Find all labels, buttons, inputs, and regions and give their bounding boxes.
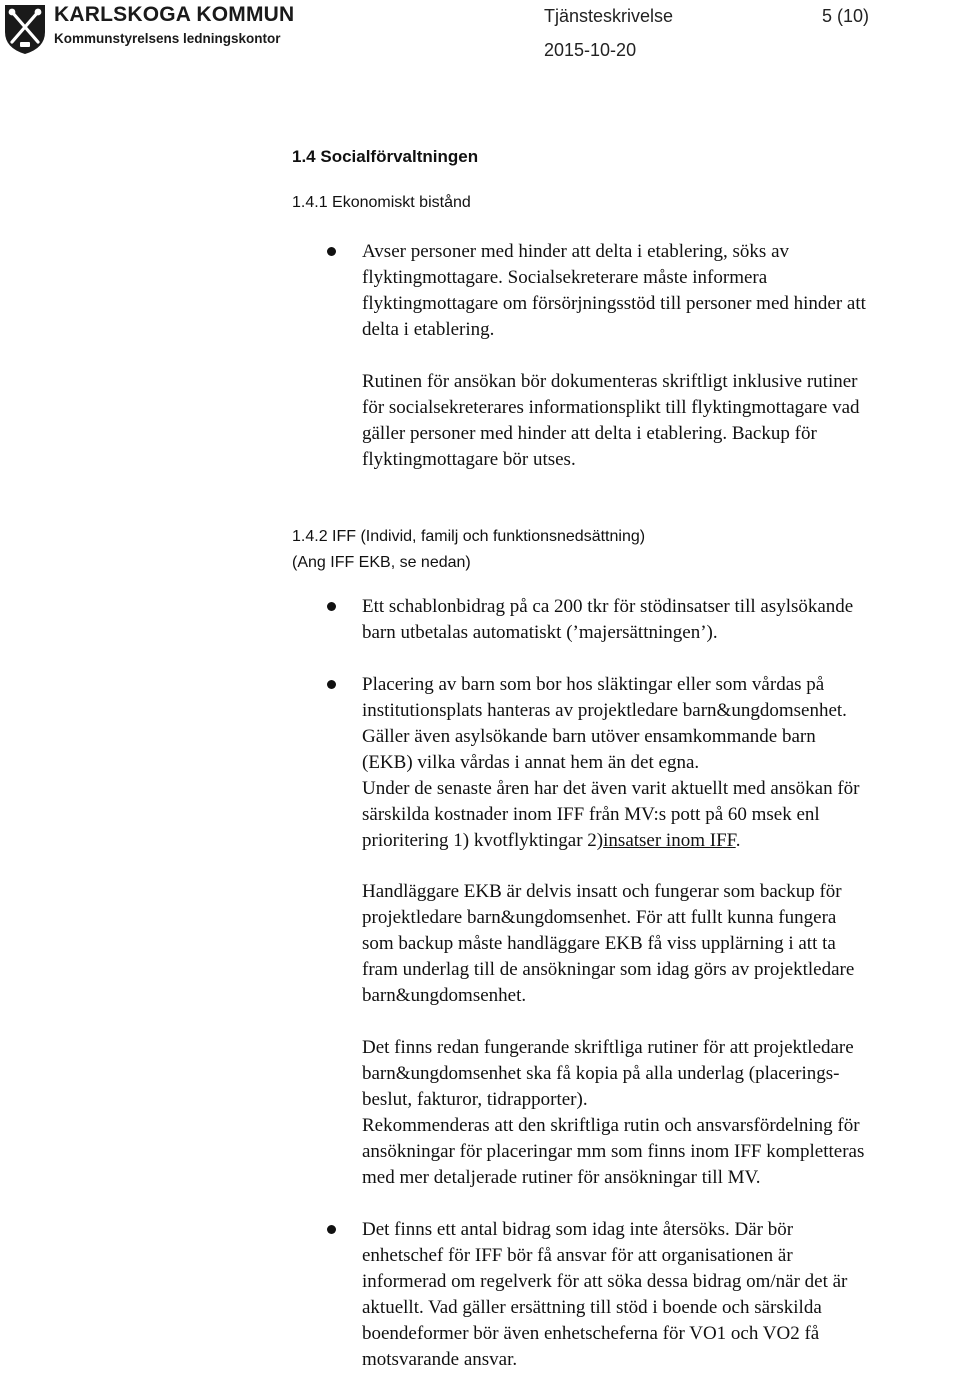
paragraph-handlaggare-ekb: Handläggare EKB är delvis insatt och fungerar som backup för projektledare barn&ungdomsenhet. För att fullt kunna fungera som backup måste handläggare EKB få viss upplärning i att ta fram underlag till de ansökningar som idag görs av projektledare barn&ungdomsenhet. xyxy=(362,881,855,1006)
section-heading: 1.4 Socialförvaltningen xyxy=(292,147,479,166)
org-department: Kommunstyrelsens ledningskontor xyxy=(54,31,281,46)
paragraph-rutinen: Rutinen för ansökan bör dokumenteras skriftligt inklusive rutiner för socialsekreterares informationsplikt till flyktingmottagare vad gäller personer med hinder att delta i etablering. Backup för flyktingmottagare bör utses. xyxy=(362,371,860,470)
underlined-text: insatser inom IFF xyxy=(603,830,736,851)
bullet-text-placering: Placering av barn som bor hos släktingar eller som vårdas på institutionsplats hanteras av projektledare barn&ungdomsenhet. Gäller även asylsökande barn utöver ensamkommande barn (EKB) vilka vårdas i annat hem än det egna. Under de senaste åren har det även varit aktuellt med ansökan för särskilda kostnader inom IFF från MV:s pott på 60 msek enl prioritering 1) kvotflyktingar 2)insatser inom IFF. xyxy=(362,674,860,851)
municipality-logo xyxy=(0,0,295,60)
org-name: KARLSKOGA KOMMUN xyxy=(54,3,295,26)
bullet-dot xyxy=(327,602,336,611)
bullet-text-ekonomiskt-bistand: Avser personer med hinder att delta i etablering, söks av flyktingmottagare. Socialsekreterare måste informera flyktingmottagare om försörjningsstöd till personer med hinder att delta i etablering. xyxy=(362,241,866,340)
page-number: 5 (10) xyxy=(822,6,870,26)
bullet-dot xyxy=(327,247,336,256)
bullet-text-schablonbidrag: Ett schablonbidrag på ca 200 tkr för stödinsatser till asylsökande barn utbetalas automatiskt (’majersättningen’). xyxy=(362,596,854,643)
document-date: 2015-10-20 xyxy=(544,40,637,60)
subsection-heading-ekonomiskt-bistand: 1.4.1 Ekonomiskt bistånd xyxy=(292,194,471,211)
bullet-dot xyxy=(327,680,336,689)
coat-of-arms-icon xyxy=(2,2,48,56)
bullet-text-bidrag: Det finns ett antal bidrag som idag inte återsöks. Där bör enhetschef för IFF bör få ansvar för att organisationen är informerad om regelverk för att söka dessa bidrag om/när det är aktuellt. Vad gäller ersättning till stöd i boende och särskilda boendeformer bör även enhetscheferna för VO1 och VO2 få motsvarande ansvar. xyxy=(362,1219,848,1370)
subsection-heading-iff: 1.4.2 IFF (Individ, familj och funktionsnedsättning) (Ang IFF EKB, se nedan) xyxy=(292,528,646,571)
document-type: Tjänsteskrivelse xyxy=(544,6,674,26)
bullet-dot xyxy=(327,1225,336,1234)
paragraph-rutiner: Det finns redan fungerande skriftliga rutiner för att projektledare barn&ungdomsenhet ska få kopia på alla underlag (placerings- beslut, fakturor, tidrapporter). Rekommenderas att den skriftliga rutin och ansvarsfördelning för ansökningar för placeringar mm som finns inom IFF kompletteras med mer detaljerade rutiner för ansökningar till MV. xyxy=(362,1037,865,1188)
